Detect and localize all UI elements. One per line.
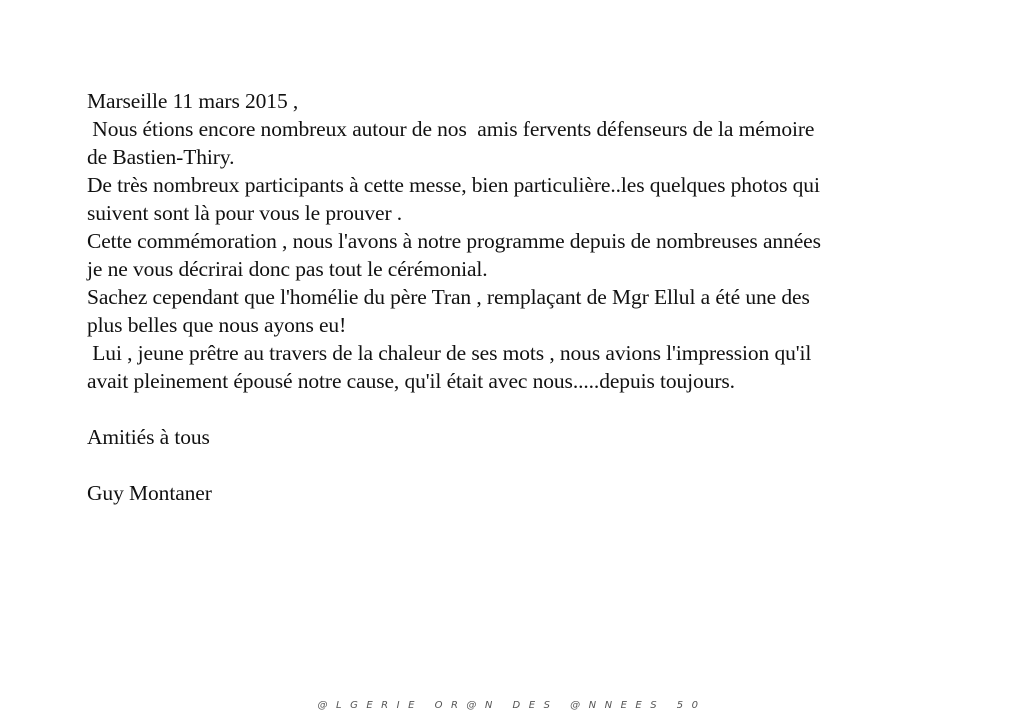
- letter-signature: Guy Montaner: [87, 481, 212, 505]
- letter-line: Sachez cependant que l'homélie du père Tran , remplaçant de Mgr Ellul a été une des: [87, 285, 810, 309]
- letter-line: Marseille 11 mars 2015 ,: [87, 89, 299, 113]
- letter-line: Nous étions encore nombreux autour de nos amis fervents défenseurs de la mémoire: [87, 117, 815, 141]
- letter-line: de Bastien-Thiry.: [87, 145, 235, 169]
- letter-line: Cette commémoration , nous l'avons à notre programme depuis de nombreuses années: [87, 229, 821, 253]
- letter-line: De très nombreux participants à cette messe, bien particulière..les quelques photos qui: [87, 173, 820, 197]
- letter-line: suivent sont là pour vous le prouver .: [87, 201, 403, 225]
- page-footer: @LGERIE OR@N DES @NNEES 50: [317, 700, 707, 711]
- letter-body: [87, 87, 987, 507]
- letter-line: avait pleinement épousé notre cause, qu'il était avec nous.....depuis toujours.: [87, 369, 735, 393]
- letter-line: je ne vous décrirai donc pas tout le cérémonial.: [87, 257, 488, 281]
- letter-line: Lui , jeune prêtre au travers de la chaleur de ses mots , nous avions l'impression qu'il: [87, 341, 812, 365]
- paragraph-gap: [87, 451, 987, 479]
- letter-line: plus belles que nous ayons eu!: [87, 313, 347, 337]
- letter-closing: Amitiés à tous: [87, 425, 210, 449]
- paragraph-gap: [87, 395, 987, 423]
